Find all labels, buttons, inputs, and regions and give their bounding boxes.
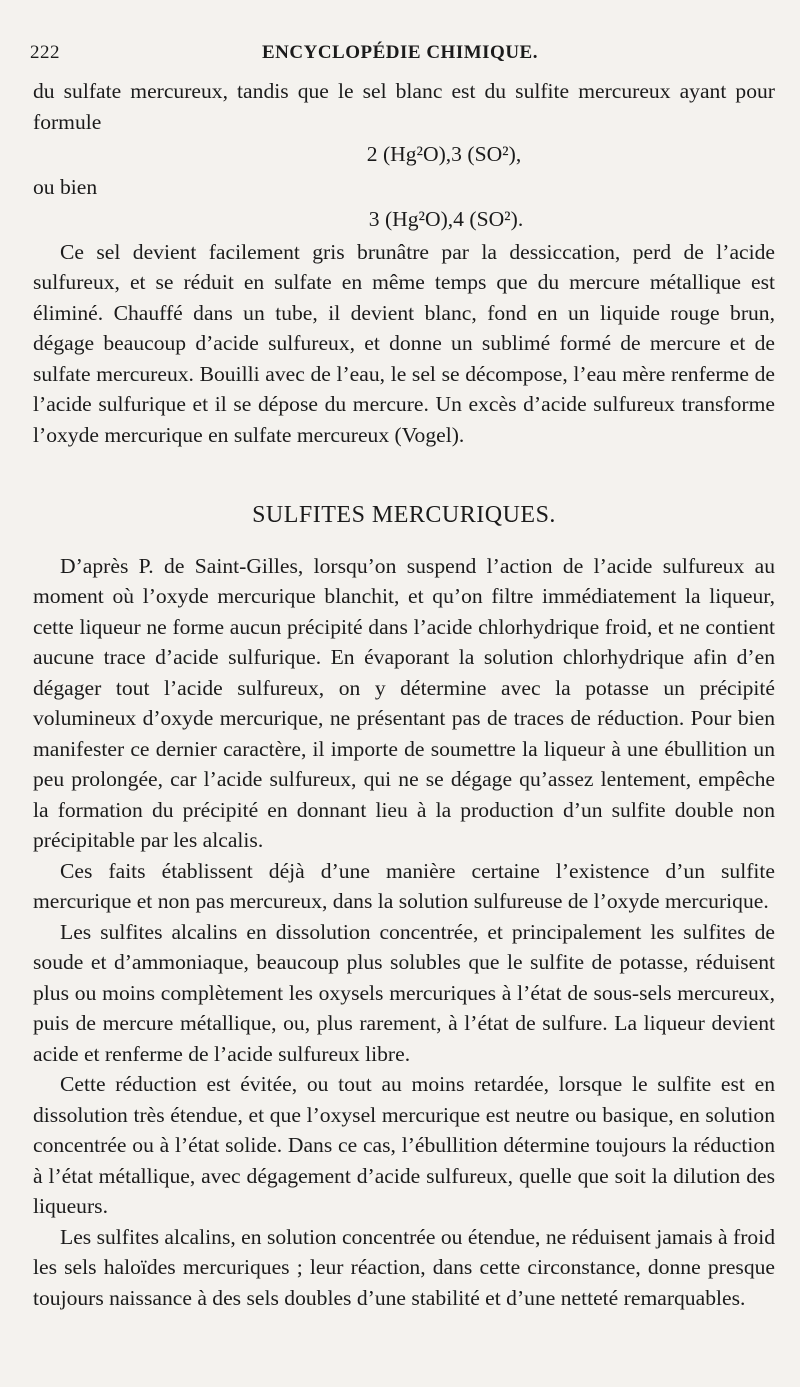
- running-header: [30, 42, 770, 70]
- section-paragraph-5: Les sulfites alcalins, en solution concentrée ou étendue, ne réduisent jamais à froid les sels haloïdes mercuriques ; leur réaction, dans cette circonstance, donne presque toujours naissance à des sels doubles d’une stabilité et d’une netteté remarquables.: [33, 1224, 775, 1310]
- section-title: SULFITES MERCURIQUES.: [252, 502, 556, 528]
- formula-1: 2 (Hg²O),3 (SO²),: [366, 142, 522, 166]
- section-paragraph-4: Cette réduction est évitée, ou tout au moins retardée, lorsque le sulfite est en dissolution très étendue, et que l’oxysel mercurique est neutre ou basique, en solution concentrée ou à l’état solide. Dans ce cas, l’ébullition détermine toujours la réduction à l’état métallique, avec dégagement d’acide sulfureux, quelle que soit la dilution des liqueurs.: [33, 1072, 775, 1218]
- formula-2: 3 (Hg²O),4 (SO²).: [368, 207, 524, 231]
- intro-line: du sulfate mercureux, tandis que le sel blanc est du sulfite mercureux ayant pour formule: [33, 79, 775, 134]
- page-body: [33, 76, 775, 1313]
- running-title: ENCYCLOPÉDIE CHIMIQUE.: [262, 42, 538, 63]
- section-paragraph-1: D’après P. de Saint-Gilles, lorsqu’on suspend l’action de l’acide sulfureux au moment où l’oxyde mercurique blanchit, et qu’on filtre immédiatement la liqueur, cette liqueur ne forme aucun précipité dans l’acide chlorhydrique froid, et ne contient aucune trace d’acide sulfurique. En évaporant la solution chlorhydrique afin d’en dégager tout l’acide sulfureux, on y détermine avec la potasse un précipité volumineux d’oxyde mercurique, ne présentant pas de traces de réduction. Pour bien manifester ce dernier caractère, il importe de soumettre la liqueur à une ébullition un peu prolongée, car l’acide sulfureux, qui ne se dégage qu’assez lentement, empêche la formation du précipité en donnant lieu à la production d’un sulfite double non précipitable par les alcalis.: [33, 553, 775, 852]
- intro-paragraph: Ce sel devient facilement gris brunâtre par la dessiccation, perd de l’acide sulfureux, et se réduit en sulfate en même temps que du mercure métallique est éliminé. Chauffé dans un tube, il devient blanc, fond en un liquide rouge brun, dégage beaucoup d’acide sulfureux, et donne un sublimé formé de mercure et de sulfate mercureux. Bouilli avec de l’eau, le sel se décompose, l’eau mère renferme de l’acide sulfurique et il se dépose du mercure. Un excès d’acide sulfureux transforme l’oxyde mercurique en sulfate mercureux (Vogel).: [33, 239, 775, 447]
- section-paragraph-3: Les sulfites alcalins en dissolution concentrée, et principalement les sulfites de soude et d’ammoniaque, beaucoup plus solubles que le sulfite de potasse, réduisent plus ou moins complètement les oxysels mercuriques à l’état de sous-sels mercureux, puis de mercure métallique, ou, plus rarement, à l’état de sulfure. La liqueur devient acide et renferme de l’acide sulfureux libre.: [33, 919, 775, 1066]
- alternative-text: ou bien: [33, 174, 98, 199]
- section-paragraph-2: Ces faits établissent déjà d’une manière certaine l’existence d’un sulfite mercurique et non pas mercureux, dans la solution sulfureuse de l’oxyde mercurique.: [33, 858, 775, 913]
- page-number: 222: [30, 42, 60, 63]
